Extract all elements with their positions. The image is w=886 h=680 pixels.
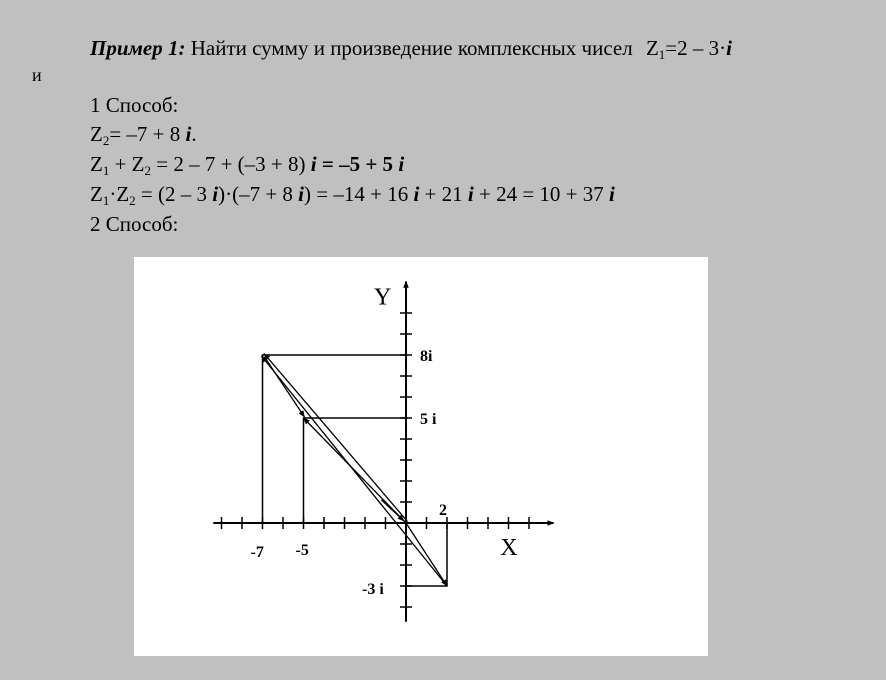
imag-unit: i	[413, 182, 420, 206]
complex-plane-svg	[134, 257, 708, 656]
x-tick-label-neg5: -5	[295, 542, 309, 559]
sum-rhs: = 2 – 7 + (–3 + 8)	[151, 152, 306, 176]
imag-unit: i	[467, 182, 474, 206]
y-tick-label-5i: 5 i	[420, 411, 437, 428]
product-line	[90, 182, 615, 208]
sum-z1: Z	[90, 152, 103, 176]
example-title: Пример 1:	[90, 36, 186, 60]
prod-rhs5: + 24 = 10 + 37	[473, 182, 610, 206]
example-line	[90, 36, 732, 62]
prod-dot: ·Z	[109, 182, 130, 206]
prod-sub1: 1	[102, 193, 110, 208]
sum-plus: + Z	[109, 152, 145, 176]
sum-line	[90, 152, 405, 178]
imag-unit: i	[609, 182, 615, 206]
y-tick-label-8i: 8i	[420, 348, 433, 365]
x-tick-label-neg7: -7	[250, 544, 264, 561]
vector-z2-shifted	[262, 356, 448, 586]
guide-line-1	[263, 355, 407, 523]
prod-rhs3: ) = –14 + 16	[304, 182, 414, 206]
vector-z2	[264, 354, 408, 522]
prod-rhs1: = (2 – 3	[135, 182, 213, 206]
z2-value: = –7 + 8	[109, 122, 181, 146]
example-task: Найти сумму и произведение комплексных чисел	[190, 36, 633, 60]
sum-sub1: 1	[102, 163, 110, 178]
axes-group	[213, 282, 553, 622]
x-tick-label-2: 2	[439, 502, 447, 519]
z1-name: Z	[645, 36, 659, 60]
z2-sub: 2	[102, 133, 110, 148]
method1-heading: 1 Способ:	[90, 93, 179, 117]
z2-name: Z	[90, 122, 103, 146]
y-axis-label: Y	[374, 284, 392, 311]
imag-unit: i	[185, 122, 192, 146]
z1-value: =2 – 3·	[665, 36, 727, 60]
z1-sub: 1	[658, 47, 666, 62]
y-tick-label-neg3i: -3 i	[362, 581, 384, 598]
imag-unit: i	[310, 152, 317, 176]
conjunction: и	[32, 65, 42, 85]
imag-unit: i	[398, 152, 405, 176]
vector-z1-shifted	[265, 357, 305, 417]
prod-rhs4: + 21	[419, 182, 468, 206]
imag-unit: i	[726, 36, 732, 60]
sum-sub2: 2	[144, 163, 151, 178]
vector-sum	[304, 418, 407, 523]
imag-unit: i	[212, 182, 219, 206]
prod-rhs2: )·(–7 + 8	[218, 182, 299, 206]
z2-end: .	[191, 122, 197, 146]
vectors-group	[262, 354, 448, 587]
complex-plane-figure	[134, 257, 708, 656]
vector-z1	[406, 523, 447, 586]
x-axis-label: X	[500, 535, 518, 561]
sum-eq: = –5 + 5	[316, 152, 394, 176]
method2-heading: 2 Способ:	[90, 212, 179, 236]
imag-unit: i	[298, 182, 305, 206]
prod-z1: Z	[90, 182, 103, 206]
prod-sub2: 2	[129, 193, 136, 208]
z2-line	[90, 122, 197, 148]
